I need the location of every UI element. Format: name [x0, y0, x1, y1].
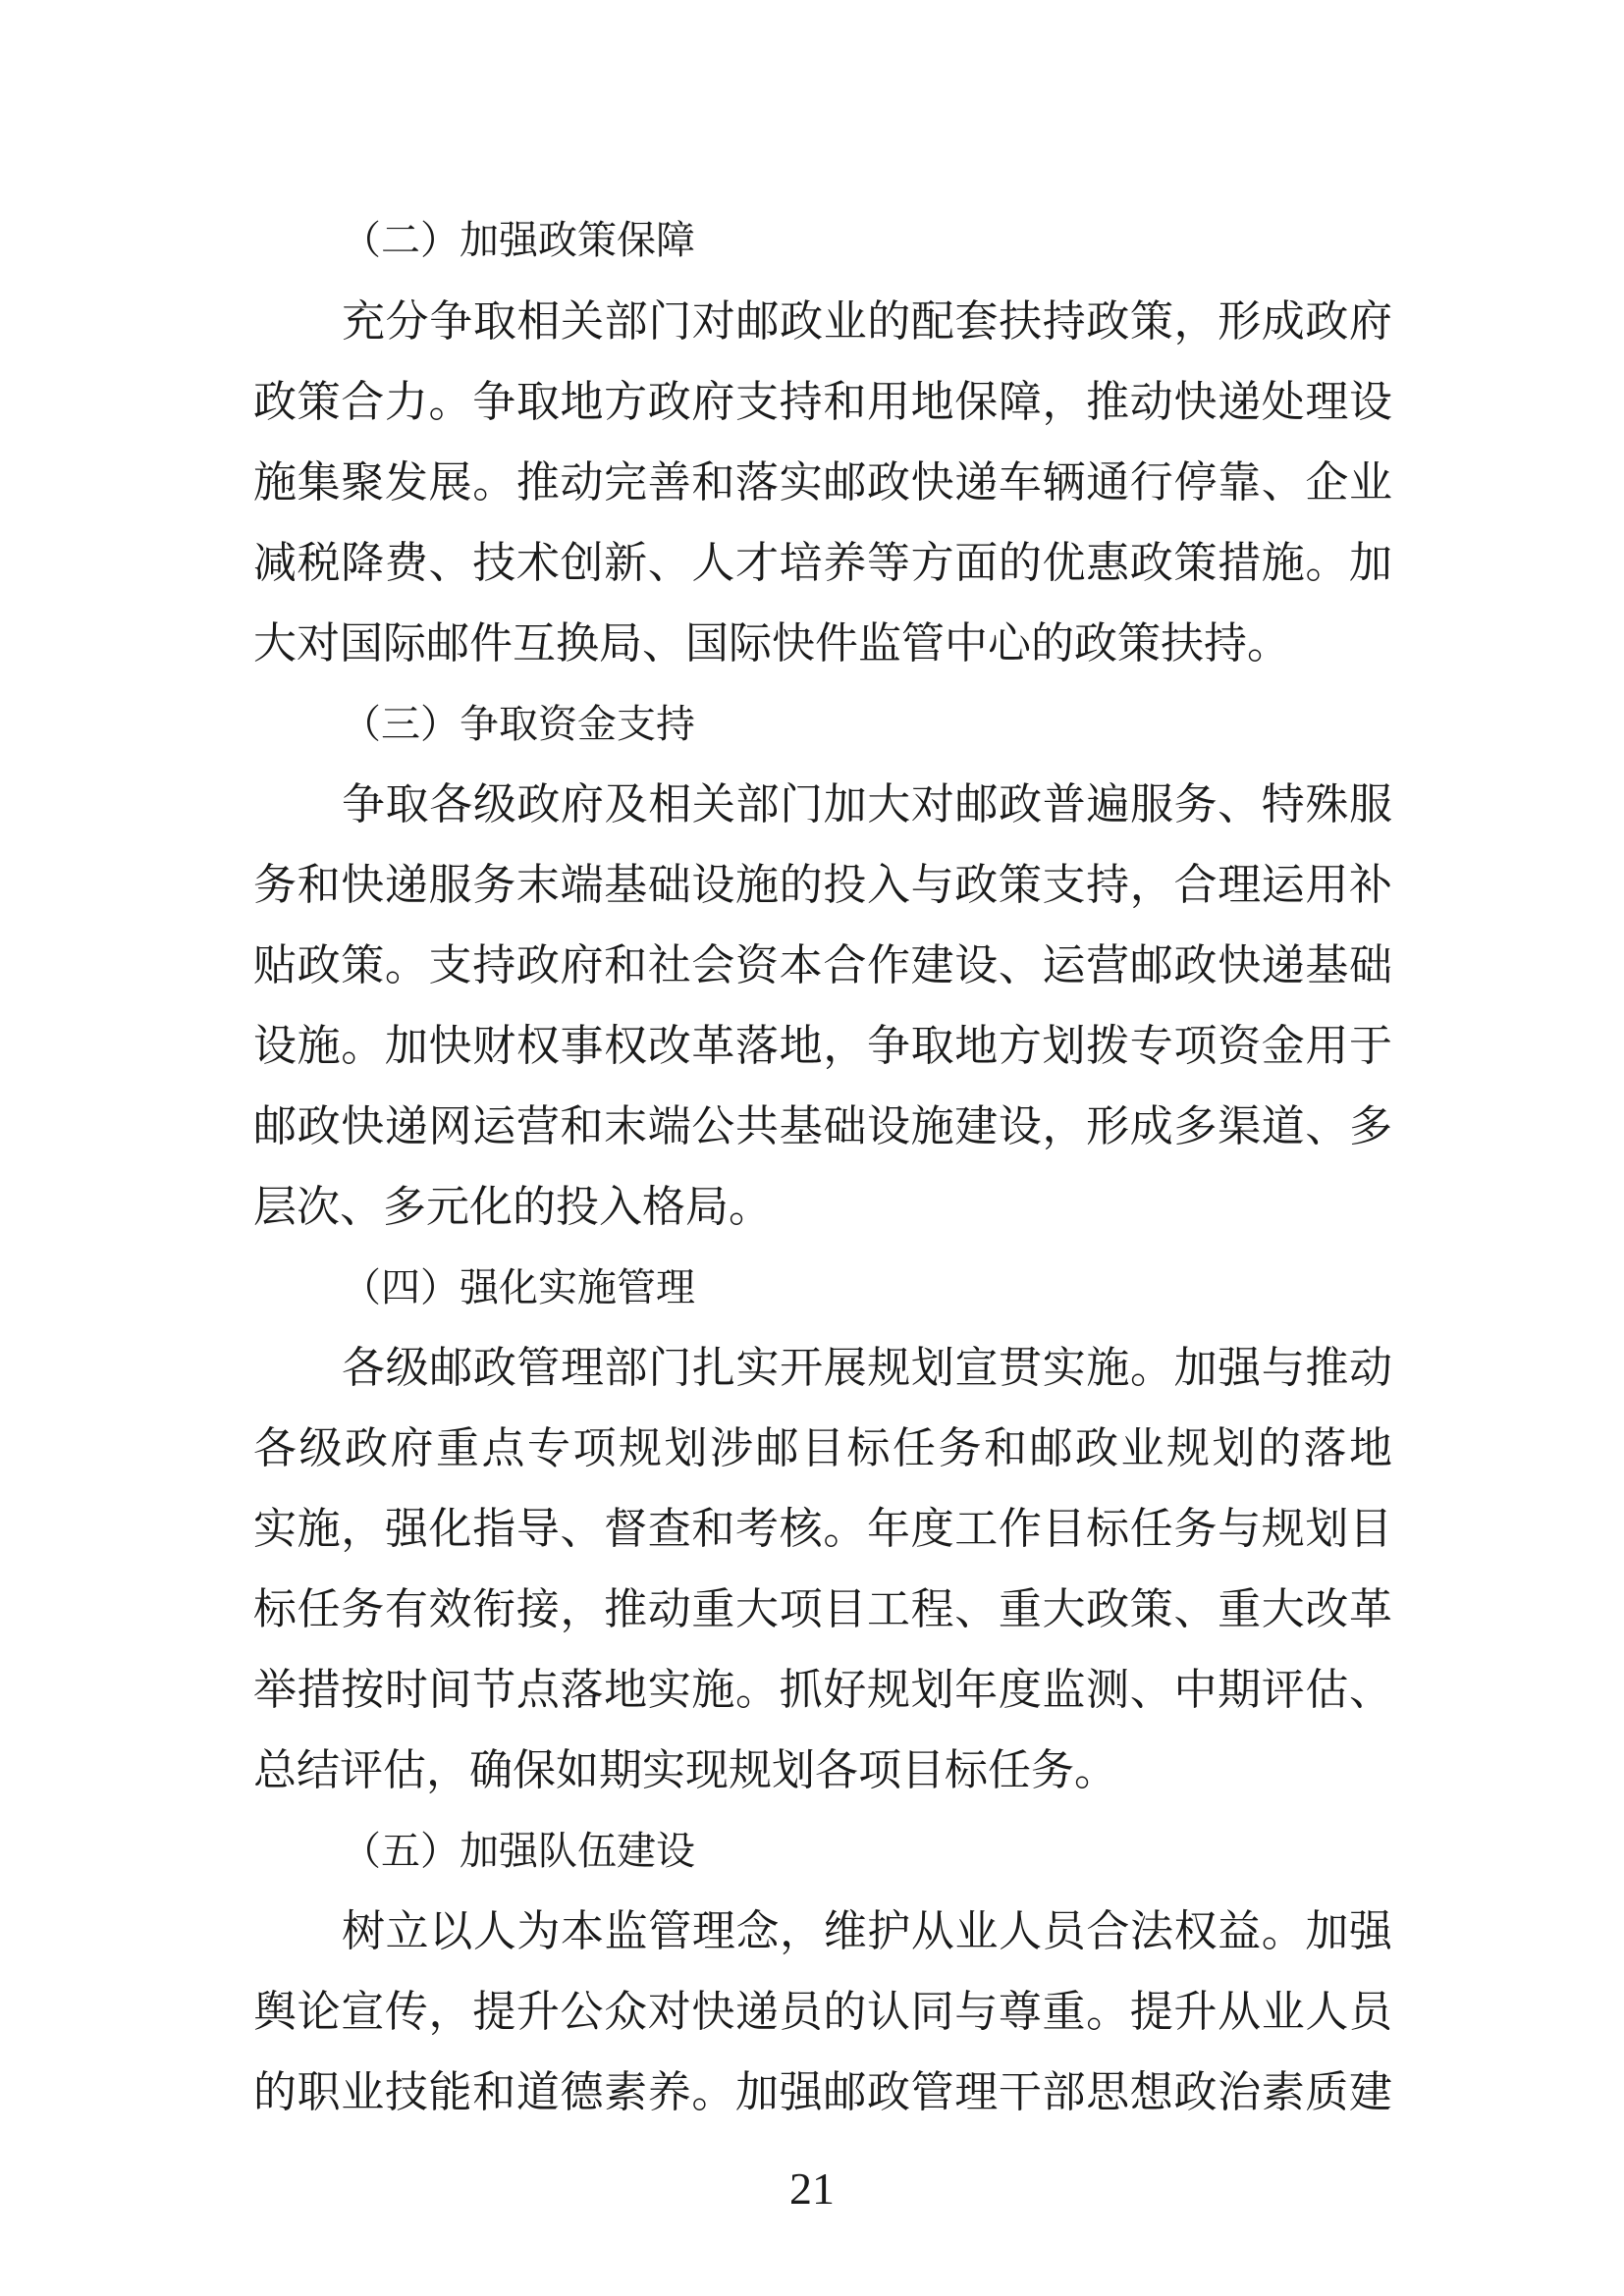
section-heading: （二）加强政策保障: [342, 218, 695, 263]
paragraph-line: 各级邮政管理部门扎实开展规划宣贯实施。加强与推动: [342, 1343, 1392, 1393]
paragraph-line: 务和快递服务末端基础设施的投入与政策支持，合理运用补: [253, 860, 1392, 910]
paragraph-line: 政策合力。争取地方政府支持和用地保障，推动快递处理设: [253, 377, 1392, 427]
paragraph-line: 各级政府重点专项规划涉邮目标任务和邮政业规划的落地: [253, 1423, 1392, 1473]
paragraph-line: 标任务有效衔接，推动重大项目工程、重大政策、重大改革: [253, 1584, 1392, 1634]
section-heading: （三）争取资金支持: [342, 702, 695, 747]
paragraph-line: 设施。加快财权事权改革落地，争取地方划拨专项资金用于: [253, 1021, 1392, 1071]
paragraph-line: 总结评估，确保如期实现规划各项目标任务。: [253, 1745, 1117, 1795]
page-number: 21: [789, 2163, 835, 2214]
section-heading: （四）强化实施管理: [342, 1265, 695, 1310]
paragraph-line: 的职业技能和道德素养。加强邮政管理干部思想政治素质建: [253, 2067, 1392, 2117]
paragraph-line: 施集聚发展。推动完善和落实邮政快递车辆通行停靠、企业: [253, 457, 1392, 507]
paragraph-line: 大对国际邮件互换局、国际快件监管中心的政策扶持。: [253, 618, 1290, 668]
paragraph-line: 邮政快递网运营和末端公共基础设施建设，形成多渠道、多: [253, 1101, 1392, 1151]
paragraph-line: 减税降费、技术创新、人才培养等方面的优惠政策措施。加: [253, 538, 1392, 588]
paragraph-line: 实施，强化指导、督查和考核。年度工作目标任务与规划目: [253, 1504, 1392, 1554]
paragraph-line: 贴政策。支持政府和社会资本合作建设、运营邮政快递基础: [253, 940, 1392, 990]
paragraph-line: 举措按时间节点落地实施。抓好规划年度监测、中期评估、: [253, 1665, 1392, 1715]
paragraph-line: 舆论宣传，提升公众对快递员的认同与尊重。提升从业人员: [253, 1987, 1392, 2037]
paragraph-line: 争取各级政府及相关部门加大对邮政普遍服务、特殊服: [342, 779, 1392, 829]
section-heading: （五）加强队伍建设: [342, 1829, 695, 1874]
paragraph-line: 层次、多元化的投入格局。: [253, 1182, 772, 1232]
paragraph-line: 树立以人为本监管理念，维护从业人员合法权益。加强: [342, 1906, 1392, 1956]
paragraph-line: 充分争取相关部门对邮政业的配套扶持政策，形成政府: [342, 296, 1392, 347]
